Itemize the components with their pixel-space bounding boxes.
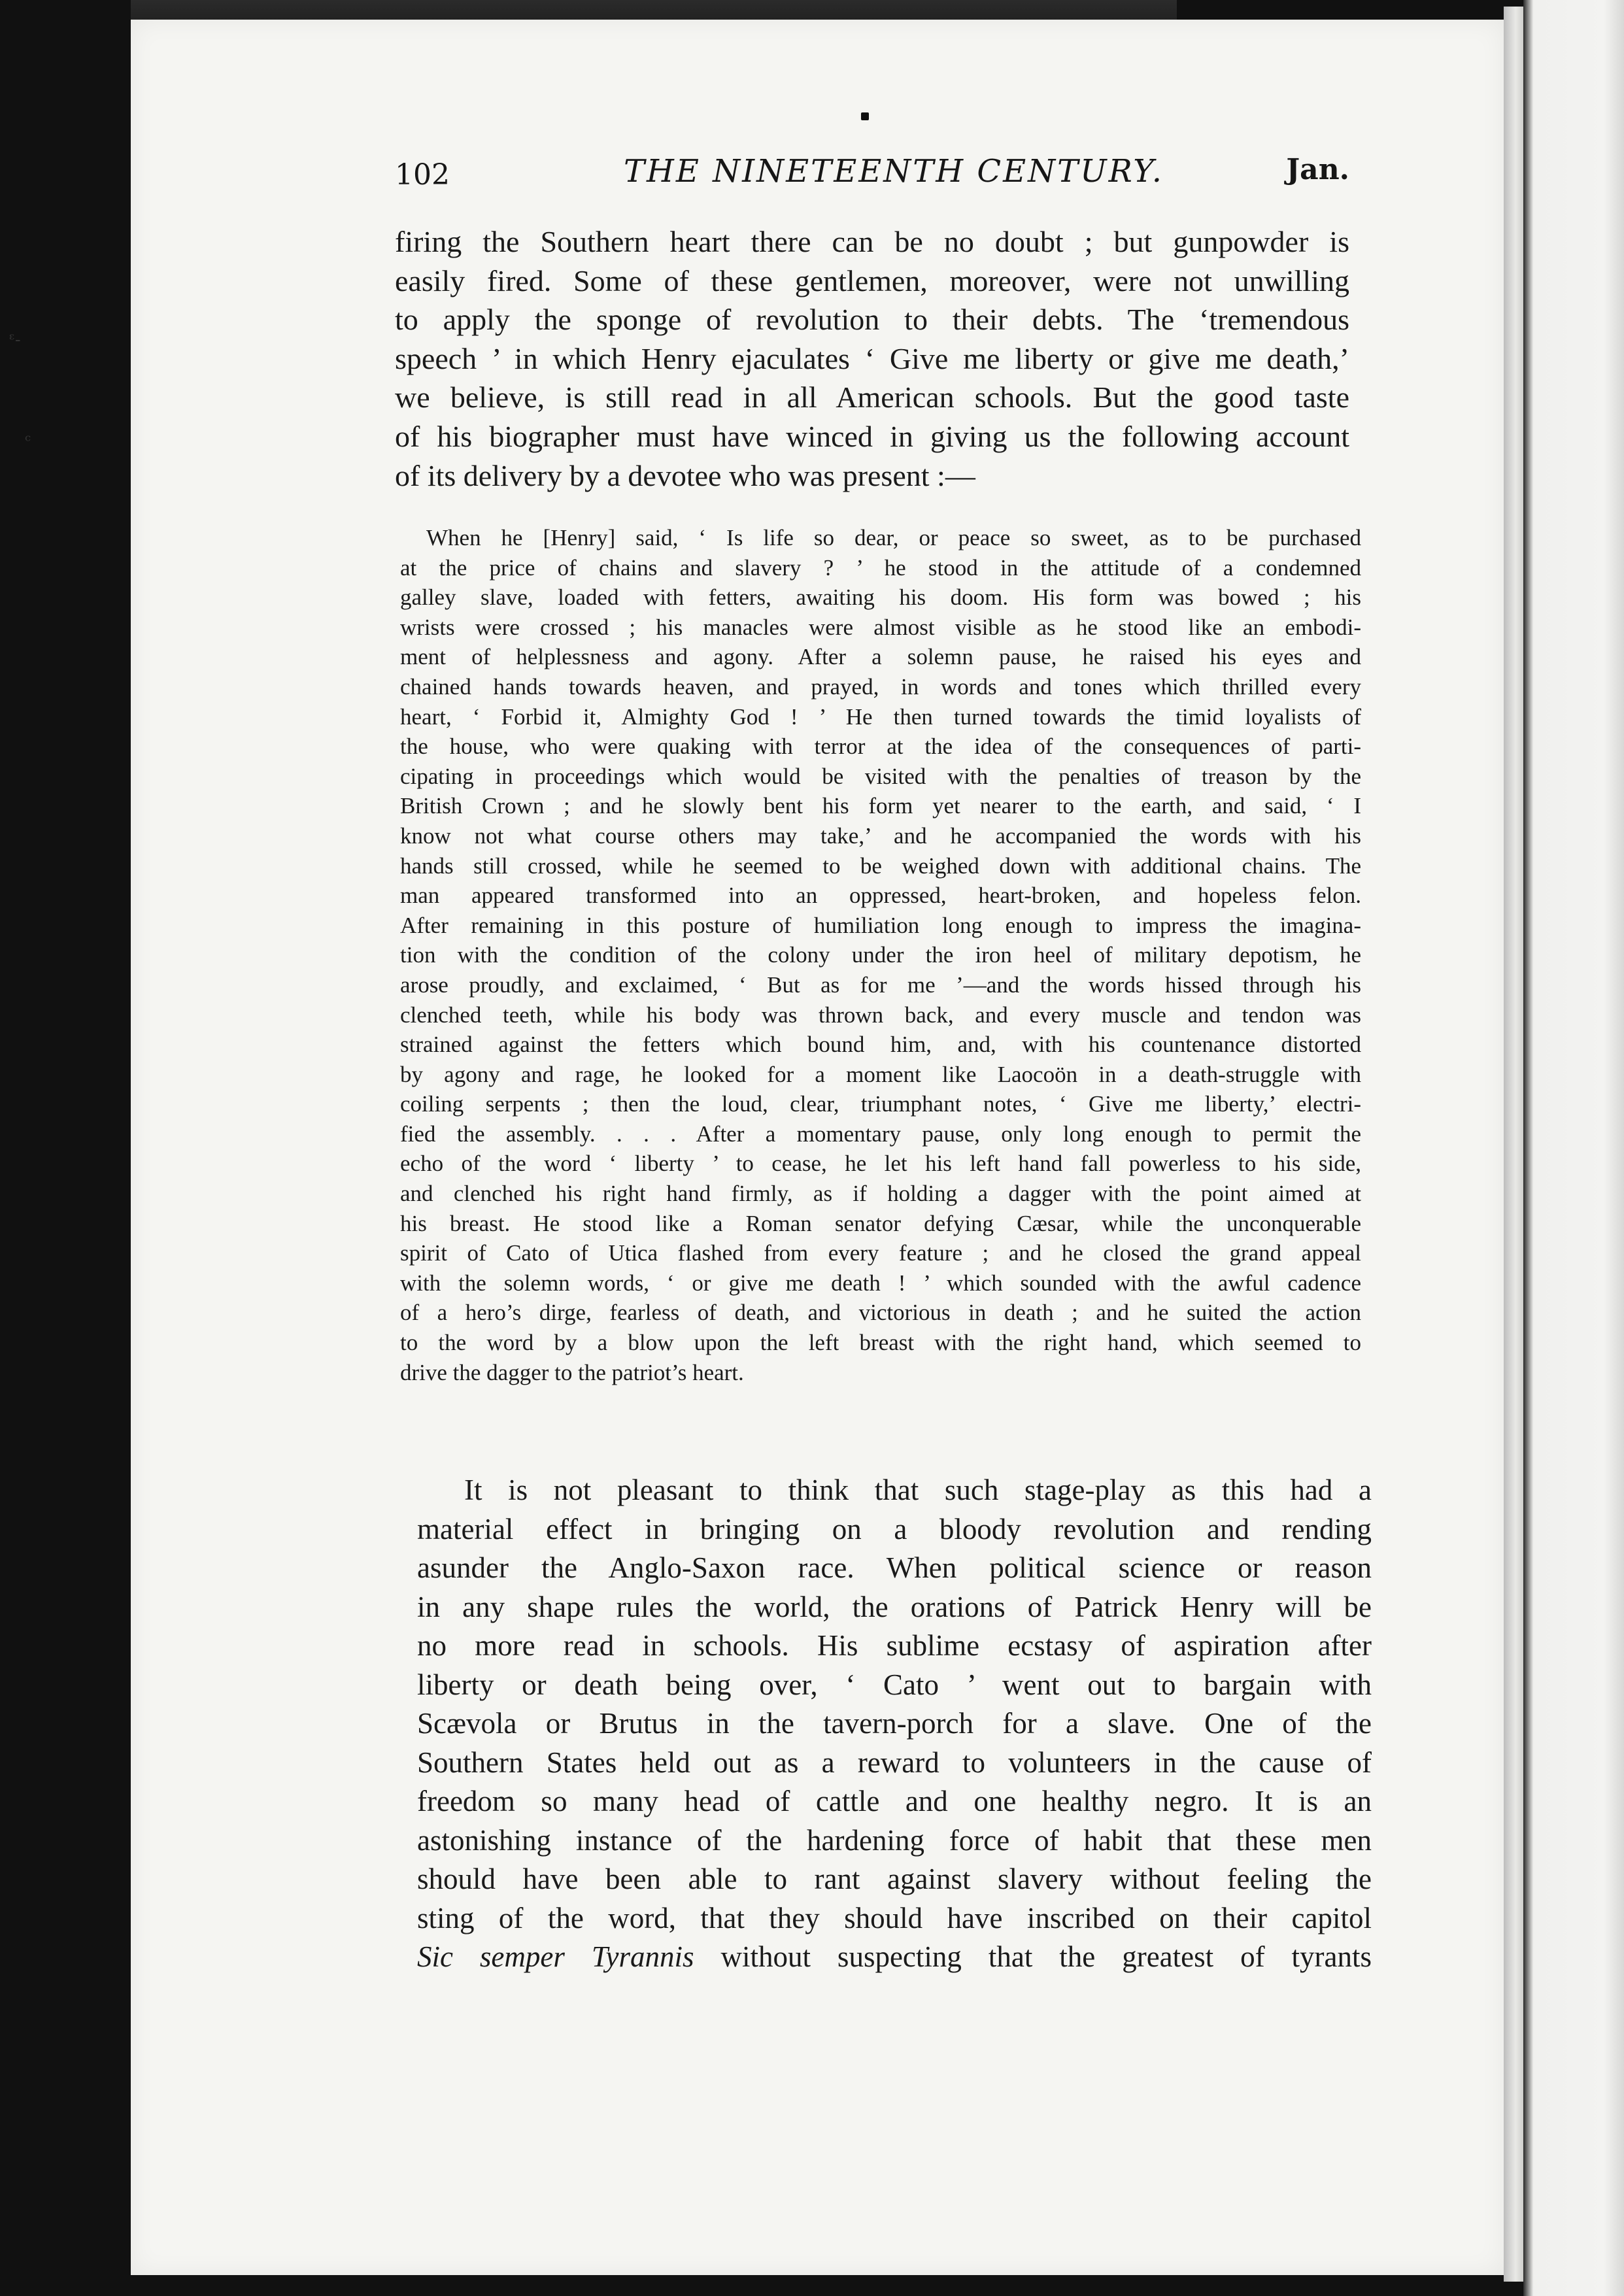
quote-line: echo of the word ‘ liberty ’ to cease, he let his left hand fall powerless to his side, [400, 1151, 1361, 1177]
adjacent-page-edge [1523, 0, 1624, 2296]
quote-line: galley slave, loaded with fetters, awaiting his doom. His form was bowed ; his [400, 584, 1361, 611]
running-date: Jan. [1286, 153, 1349, 186]
paragraph-1 [395, 222, 1349, 495]
block-quotation [400, 523, 1361, 1387]
quote-line: spirit of Cato of Utica flashed from every feature ; and he closed the grand appeal [400, 1240, 1361, 1266]
text-line: easily fired. Some of these gentlemen, moreover, were not unwilling [395, 263, 1349, 297]
quote-line: ment of helplessness and agony. After a solemn pause, he raised his eyes and [400, 644, 1361, 670]
quote-line: heart, ‘ Forbid it, Almighty God ! ’ He then turned towards the timid loyalists of [400, 703, 1361, 730]
running-title: THE NINETEENTH CENTURY. [624, 153, 1164, 190]
running-header [395, 145, 1349, 197]
paragraph-2 [417, 1471, 1372, 1977]
quote-line: After remaining in this posture of humiliation long enough to impress the imagina- [400, 912, 1361, 938]
quote-line: with the solemn words, ‘ or give me death ! ’ which sounded with the awful cadence [400, 1270, 1361, 1296]
text-fragment: without suspecting that the greatest of tyrants [694, 1940, 1372, 1973]
text-line: we believe, is still read in all American schools. But the good taste [395, 380, 1349, 414]
italic-motto: Sic semper Tyrannis [417, 1940, 694, 1973]
quote-line: fied the assembly. . . . After a momentary pause, only long enough to permit the [400, 1121, 1361, 1147]
page-number: 102 [395, 158, 450, 192]
text-line: should have been able to rant against slavery without feeling the [417, 1863, 1372, 1895]
quote-line: tion with the condition of the colony under the iron heel of military depotism, he [400, 942, 1361, 968]
text-line: of its delivery by a devotee who was present :— [395, 458, 975, 492]
quote-line: man appeared transformed into an oppressed, heart-broken, and hopeless felon. [400, 883, 1361, 909]
text-line: Scævola or Brutus in the tavern-porch for a slave. One of the [417, 1707, 1372, 1740]
quote-line: wrists were crossed ; his manacles were almost visible as he stood like an embodi- [400, 614, 1361, 640]
quote-line: know not what course others may take,’ and he accompanied the words with his [400, 822, 1361, 849]
text-line: It is not pleasant to think that such stage-play as this had a [464, 1474, 1372, 1506]
quote-line: of a hero’s dirge, fearless of death, and victorious in death ; and he suited the action [400, 1300, 1361, 1326]
text-line: speech ’ in which Henry ejaculates ‘ Give me liberty or give me death,’ [395, 341, 1349, 375]
text-line: to apply the sponge of revolution to their debts. The ‘tremendous [395, 303, 1349, 337]
quote-line: hands still crossed, while he seemed to be weighed down with additional chains. The [400, 853, 1361, 879]
quote-line: to the word by a blow upon the left breast with the right hand, which seemed to [400, 1330, 1361, 1356]
quote-line: the house, who were quaking with terror at the idea of the consequences of parti- [400, 734, 1361, 760]
quote-line: at the price of chains and slavery ? ’ he stood in the attitude of a condemned [400, 554, 1361, 581]
quote-line: British Crown ; and he slowly bent his form yet nearer to the earth, and said, ‘ I [400, 793, 1361, 819]
quote-line: chained hands towards heaven, and prayed, in words and tones which thrilled every [400, 673, 1361, 700]
text-line: astonishing instance of the hardening force of habit that these men [417, 1823, 1372, 1857]
text-line: in any shape rules the world, the orations of Patrick Henry will be [417, 1590, 1372, 1623]
quote-line: When he [Henry] said, ‘ Is life so dear, or peace so sweet, as to be purchased [426, 525, 1361, 550]
quote-line: arose proudly, and exclaimed, ‘ But as for me ’—and the words hissed through his [400, 971, 1361, 998]
margin-mark: ᶜ [25, 431, 31, 451]
quote-line: drive the dagger to the patriot’s heart. [400, 1359, 744, 1385]
quote-line: strained against the fetters which bound him, and, with his countenance distorted [400, 1032, 1361, 1058]
quote-line: cipating in proceedings which would be visited with the penalties of treason by the [400, 763, 1361, 789]
quote-line: his breast. He stood like a Roman senator defying Cæsar, while the unconquerable [400, 1210, 1361, 1236]
text-line: liberty or death being over, ‘ Cato ’ went out to bargain with [417, 1668, 1372, 1701]
text-line: firing the Southern heart there can be no doubt ; but gunpowder is [395, 225, 1349, 258]
quote-line: clenched teeth, while his body was thrown back, and every muscle and tendon was [400, 1002, 1361, 1028]
page-edge [1504, 7, 1523, 2282]
quote-line: and clenched his right hand firmly, as if holding a dagger with the point aimed at [400, 1181, 1361, 1207]
quote-line: coiling serpents ; then the loud, clear, triumphant notes, ‘ Give me liberty,’ electri- [400, 1091, 1361, 1117]
print-dot [861, 112, 869, 120]
text-line-last [417, 1938, 1372, 1977]
text-line: sting of the word, that they should have inscribed on their capitol [417, 1901, 1372, 1934]
text-line: asunder the Anglo-Saxon race. When political science or reason [417, 1551, 1372, 1584]
margin-mark: ᵋ‑ [9, 330, 21, 350]
quote-line: by agony and rage, he looked for a moment like Laocoön in a death-struggle with [400, 1061, 1361, 1087]
text-line: material effect in bringing on a bloody revolution and rending [417, 1512, 1372, 1545]
text-line: of his biographer must have winced in giving us the following account [395, 419, 1349, 453]
text-line: Southern States held out as a reward to volunteers in the cause of [417, 1746, 1372, 1779]
text-line: freedom so many head of cattle and one healthy negro. It is an [417, 1785, 1372, 1817]
text-line: no more read in schools. His sublime ecstasy of aspiration after [417, 1629, 1372, 1662]
